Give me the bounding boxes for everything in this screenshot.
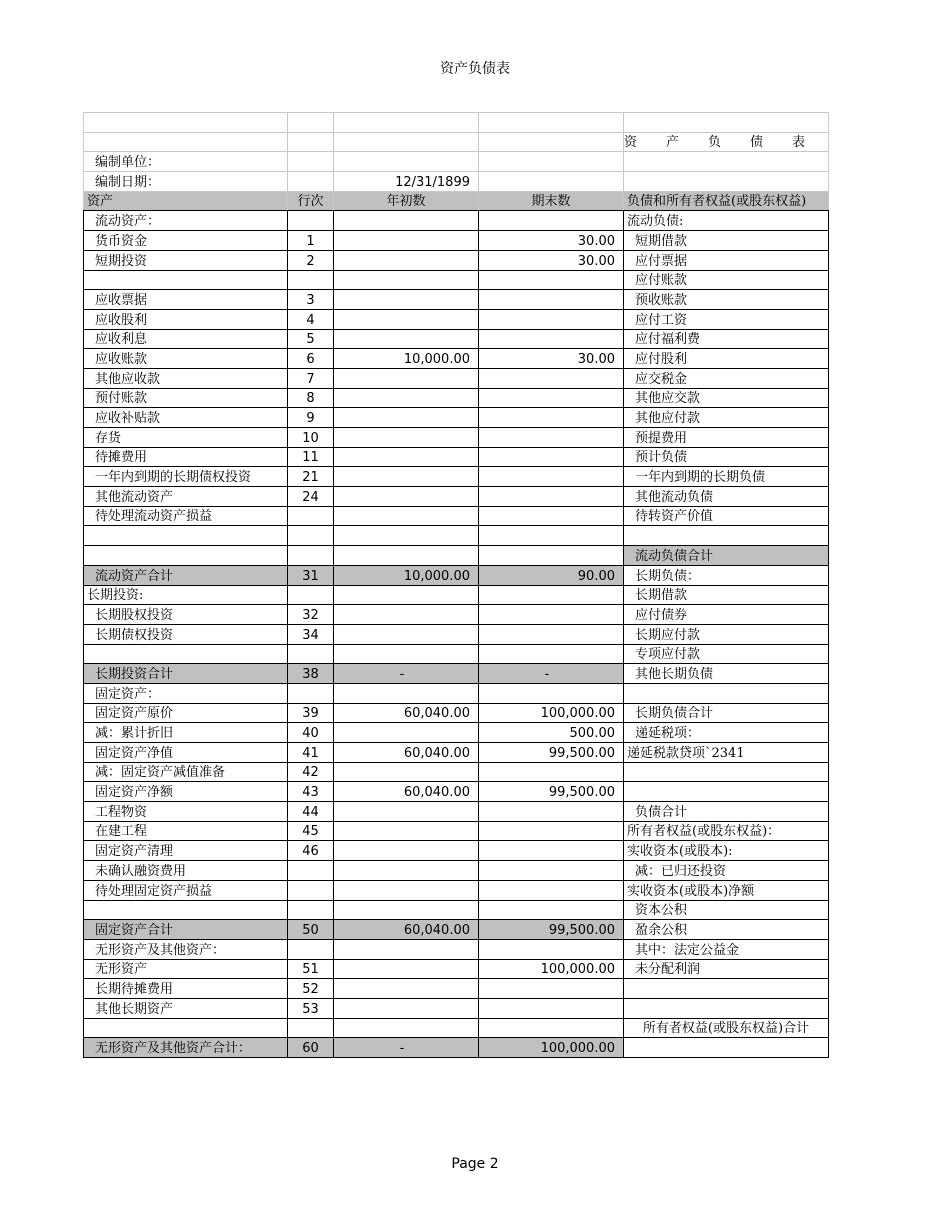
liability-cell[interactable]: 应付股利 <box>624 349 829 369</box>
line-no-cell[interactable]: 4 <box>288 309 334 329</box>
begin-cell[interactable] <box>334 526 479 546</box>
end-cell[interactable] <box>479 939 624 959</box>
col-end[interactable]: 期末数 <box>479 191 624 211</box>
end-cell[interactable]: 30.00 <box>479 349 624 369</box>
asset-cell[interactable]: 固定资产净值 <box>84 743 288 763</box>
liability-cell[interactable]: 减：已归还投资 <box>624 861 829 881</box>
asset-cell[interactable]: 减：累计折旧 <box>84 723 288 743</box>
asset-cell[interactable]: 预付账款 <box>84 388 288 408</box>
end-cell[interactable] <box>479 998 624 1018</box>
table-row <box>84 900 829 920</box>
table-row <box>84 821 829 841</box>
table-row <box>84 998 829 1018</box>
line-no-cell[interactable]: 3 <box>288 290 334 310</box>
table-row <box>84 309 829 329</box>
line-no-cell[interactable]: 41 <box>288 743 334 763</box>
line-no-cell[interactable] <box>288 644 334 664</box>
asset-cell[interactable]: 待处理流动资产损益 <box>84 506 288 526</box>
asset-cell[interactable]: 固定资产合计 <box>84 920 288 940</box>
begin-cell[interactable] <box>334 388 479 408</box>
end-cell[interactable] <box>479 605 624 625</box>
asset-cell[interactable]: 工程物资 <box>84 802 288 822</box>
begin-cell[interactable] <box>334 270 479 290</box>
table-row <box>84 270 829 290</box>
table-row <box>84 743 829 763</box>
line-no-cell[interactable]: 42 <box>288 762 334 782</box>
begin-cell[interactable] <box>334 329 479 349</box>
liability-cell[interactable] <box>624 782 829 802</box>
table-row <box>84 211 829 231</box>
table-row <box>84 861 829 881</box>
asset-cell[interactable]: 其他流动资产 <box>84 487 288 507</box>
begin-cell[interactable] <box>334 211 479 231</box>
line-no-cell[interactable]: 38 <box>288 664 334 684</box>
table-row <box>84 408 829 428</box>
table-row <box>84 506 829 526</box>
line-no-cell[interactable]: 53 <box>288 998 334 1018</box>
table-row <box>84 703 829 723</box>
end-cell[interactable] <box>479 329 624 349</box>
table-row <box>84 565 829 585</box>
asset-cell[interactable]: 流动资产： <box>84 211 288 231</box>
liability-cell[interactable]: 长期借款 <box>624 585 829 605</box>
end-cell[interactable] <box>479 802 624 822</box>
line-no-cell[interactable]: 8 <box>288 388 334 408</box>
liability-cell[interactable] <box>624 762 829 782</box>
begin-cell[interactable] <box>334 605 479 625</box>
line-no-cell[interactable]: 7 <box>288 368 334 388</box>
intangible-total-row <box>84 1038 829 1058</box>
asset-cell[interactable]: 长期债权投资 <box>84 624 288 644</box>
table-row <box>84 959 829 979</box>
end-cell[interactable]: 100,000.00 <box>479 959 624 979</box>
equity-total-row <box>84 1018 829 1038</box>
table-row <box>84 979 829 999</box>
begin-cell[interactable]: - <box>334 664 479 684</box>
end-cell[interactable] <box>479 506 624 526</box>
end-cell[interactable] <box>479 447 624 467</box>
table-row <box>84 467 829 487</box>
col-begin[interactable]: 年初数 <box>334 191 479 211</box>
line-no-cell[interactable]: 6 <box>288 349 334 369</box>
sheet-title[interactable]: 资 产 负 债 表 <box>624 132 829 152</box>
begin-cell[interactable] <box>334 487 479 507</box>
line-no-cell[interactable]: 51 <box>288 959 334 979</box>
asset-cell[interactable]: 其他应收款 <box>84 368 288 388</box>
line-no-cell[interactable]: 1 <box>288 231 334 251</box>
line-no-cell[interactable]: 40 <box>288 723 334 743</box>
begin-cell[interactable] <box>334 585 479 605</box>
end-cell[interactable] <box>479 546 624 566</box>
asset-cell[interactable]: 无形资产及其他资产： <box>84 939 288 959</box>
liability-cell[interactable]: 预收账款 <box>624 290 829 310</box>
liability-cell[interactable]: 流动负债: <box>624 211 829 231</box>
end-cell[interactable] <box>479 979 624 999</box>
asset-cell[interactable]: 固定资产： <box>84 683 288 703</box>
begin-cell[interactable] <box>334 979 479 999</box>
end-cell[interactable] <box>479 585 624 605</box>
end-cell[interactable] <box>479 683 624 703</box>
asset-cell[interactable] <box>84 546 288 566</box>
line-no-cell[interactable] <box>288 270 334 290</box>
asset-cell[interactable]: 固定资产原价 <box>84 703 288 723</box>
liability-cell[interactable]: 应交税金 <box>624 368 829 388</box>
table-row <box>84 428 829 448</box>
begin-cell[interactable] <box>334 880 479 900</box>
asset-cell[interactable]: 应收利息 <box>84 329 288 349</box>
sheet-title-row <box>84 132 829 152</box>
end-cell[interactable]: 99,500.00 <box>479 782 624 802</box>
begin-cell[interactable]: 60,040.00 <box>334 782 479 802</box>
table-row <box>84 447 829 467</box>
begin-cell[interactable] <box>334 447 479 467</box>
end-cell[interactable] <box>479 861 624 881</box>
table-row <box>84 487 829 507</box>
asset-cell[interactable]: 在建工程 <box>84 821 288 841</box>
begin-cell[interactable] <box>334 624 479 644</box>
end-cell[interactable]: 99,500.00 <box>479 920 624 940</box>
line-no-cell[interactable]: 21 <box>288 467 334 487</box>
begin-cell[interactable] <box>334 309 479 329</box>
liability-cell[interactable] <box>624 683 829 703</box>
liability-cell[interactable]: 短期借款 <box>624 231 829 251</box>
begin-cell[interactable]: 10,000.00 <box>334 565 479 585</box>
begin-cell[interactable] <box>334 231 479 251</box>
line-no-cell[interactable]: 2 <box>288 250 334 270</box>
line-no-cell[interactable] <box>288 585 334 605</box>
line-no-cell[interactable] <box>288 546 334 566</box>
end-cell[interactable] <box>479 526 624 546</box>
liability-cell[interactable]: 应付票据 <box>624 250 829 270</box>
begin-cell[interactable]: 10,000.00 <box>334 349 479 369</box>
liability-cell[interactable]: 预计负债 <box>624 447 829 467</box>
asset-cell[interactable] <box>84 526 288 546</box>
liability-cell[interactable]: 盈余公积 <box>624 920 829 940</box>
table-row <box>84 605 829 625</box>
line-no-cell[interactable]: 44 <box>288 802 334 822</box>
table-row <box>84 585 829 605</box>
end-cell[interactable] <box>479 487 624 507</box>
line-no-cell[interactable]: 52 <box>288 979 334 999</box>
line-no-cell[interactable] <box>288 506 334 526</box>
end-cell[interactable] <box>479 762 624 782</box>
begin-cell[interactable] <box>334 428 479 448</box>
line-no-cell[interactable]: 45 <box>288 821 334 841</box>
asset-cell[interactable]: 货币资金 <box>84 231 288 251</box>
begin-cell[interactable] <box>334 723 479 743</box>
table-row <box>84 624 829 644</box>
col-liability[interactable]: 负债和所有者权益(或股东权益) <box>624 191 829 211</box>
asset-cell[interactable]: 存货 <box>84 428 288 448</box>
table-row <box>84 939 829 959</box>
line-no-cell[interactable] <box>288 900 334 920</box>
liability-cell[interactable]: 长期应付款 <box>624 624 829 644</box>
liability-cell[interactable]: 未分配利润 <box>624 959 829 979</box>
liability-cell[interactable]: 递延税项： <box>624 723 829 743</box>
asset-cell[interactable]: 长期投资合计 <box>84 664 288 684</box>
liability-cell[interactable]: 应付福利费 <box>624 329 829 349</box>
begin-cell[interactable] <box>334 959 479 979</box>
date-row <box>84 172 829 192</box>
liability-cell[interactable]: 所有者权益(或股东权益)： <box>624 821 829 841</box>
begin-cell[interactable] <box>334 506 479 526</box>
liability-cell[interactable]: 一年内到期的长期负债 <box>624 467 829 487</box>
asset-cell[interactable]: 待摊费用 <box>84 447 288 467</box>
asset-cell[interactable]: 未确认融资费用 <box>84 861 288 881</box>
line-no-cell[interactable] <box>288 880 334 900</box>
liability-cell[interactable] <box>624 979 829 999</box>
table-row <box>84 782 829 802</box>
end-cell[interactable]: 100,000.00 <box>479 703 624 723</box>
table-row <box>84 802 829 822</box>
liability-cell[interactable]: 预提费用 <box>624 428 829 448</box>
end-cell[interactable] <box>479 309 624 329</box>
date-label[interactable]: 编制日期： <box>84 172 288 192</box>
line-no-cell[interactable]: 39 <box>288 703 334 723</box>
end-cell[interactable]: - <box>479 664 624 684</box>
table-row <box>84 368 829 388</box>
table-row <box>84 250 829 270</box>
line-no-cell[interactable] <box>288 861 334 881</box>
table-row <box>84 920 829 940</box>
asset-cell[interactable]: 长期股权投资 <box>84 605 288 625</box>
begin-cell[interactable] <box>334 644 479 664</box>
liability-cell[interactable] <box>624 526 829 546</box>
line-no-cell[interactable]: 34 <box>288 624 334 644</box>
line-no-cell[interactable]: 32 <box>288 605 334 625</box>
line-no-cell[interactable]: 43 <box>288 782 334 802</box>
page-footer: Page 2 <box>451 1156 499 1172</box>
begin-cell[interactable] <box>334 939 479 959</box>
intangible-total-label[interactable]: 无形资产及其他资产合计： <box>84 1038 288 1058</box>
asset-cell[interactable]: 流动资产合计 <box>84 565 288 585</box>
asset-cell[interactable] <box>84 270 288 290</box>
begin-cell[interactable] <box>334 802 479 822</box>
liability-cell[interactable]: 实收资本(或股本)净额 <box>624 880 829 900</box>
liability-cell[interactable]: 其他应付款 <box>624 408 829 428</box>
table-row <box>84 841 829 861</box>
table-row <box>84 388 829 408</box>
table-row <box>84 231 829 251</box>
intangible-total-line[interactable]: 60 <box>288 1038 334 1058</box>
end-cell[interactable] <box>479 841 624 861</box>
table-row <box>84 644 829 664</box>
end-cell[interactable]: 30.00 <box>479 250 624 270</box>
asset-cell[interactable] <box>84 900 288 920</box>
end-cell[interactable] <box>479 388 624 408</box>
asset-cell[interactable]: 应收补贴款 <box>84 408 288 428</box>
end-cell[interactable] <box>479 467 624 487</box>
end-cell[interactable] <box>479 900 624 920</box>
table-row <box>84 290 829 310</box>
begin-cell[interactable] <box>334 900 479 920</box>
asset-cell[interactable]: 长期待摊费用 <box>84 979 288 999</box>
asset-cell[interactable]: 待处理固定资产损益 <box>84 880 288 900</box>
asset-cell[interactable]: 其他长期资产 <box>84 998 288 1018</box>
blank-row <box>84 113 829 133</box>
begin-cell[interactable] <box>334 467 479 487</box>
begin-cell[interactable]: 60,040.00 <box>334 743 479 763</box>
begin-cell[interactable] <box>334 250 479 270</box>
line-no-cell[interactable]: 46 <box>288 841 334 861</box>
table-row <box>84 546 829 566</box>
liability-cell[interactable]: 应付工资 <box>624 309 829 329</box>
page-header-title: 资产负债表 <box>440 61 510 77</box>
balance-sheet-table <box>83 112 829 1058</box>
begin-cell[interactable] <box>334 683 479 703</box>
asset-cell[interactable] <box>84 644 288 664</box>
asset-cell[interactable]: 短期投资 <box>84 250 288 270</box>
end-cell[interactable] <box>479 408 624 428</box>
end-cell[interactable] <box>479 821 624 841</box>
begin-cell[interactable] <box>334 861 479 881</box>
liability-cell[interactable]: 长期负债： <box>624 565 829 585</box>
line-no-cell[interactable] <box>288 939 334 959</box>
line-no-cell[interactable]: 11 <box>288 447 334 467</box>
liability-cell[interactable]: 实收资本(或股本): <box>624 841 829 861</box>
liability-cell[interactable]: 其他流动负债 <box>624 487 829 507</box>
begin-cell[interactable] <box>334 762 479 782</box>
end-cell[interactable] <box>479 270 624 290</box>
begin-cell[interactable] <box>334 368 479 388</box>
end-cell[interactable] <box>479 211 624 231</box>
intangible-total-end[interactable]: 100,000.00 <box>479 1038 624 1058</box>
table-row <box>84 526 829 546</box>
line-no-cell[interactable] <box>288 211 334 231</box>
begin-cell[interactable] <box>334 408 479 428</box>
liability-cell[interactable]: 资本公积 <box>624 900 829 920</box>
begin-cell[interactable] <box>334 290 479 310</box>
end-cell[interactable]: 500.00 <box>479 723 624 743</box>
liability-cell[interactable]: 专项应付款 <box>624 644 829 664</box>
col-asset[interactable]: 资产 <box>84 191 288 211</box>
liability-cell[interactable]: 其中：法定公益金 <box>624 939 829 959</box>
asset-cell[interactable]: 固定资产清理 <box>84 841 288 861</box>
begin-cell[interactable] <box>334 821 479 841</box>
table-row <box>84 349 829 369</box>
liability-cell[interactable]: 其他应交款 <box>624 388 829 408</box>
asset-cell[interactable]: 长期投资: <box>84 585 288 605</box>
end-cell[interactable] <box>479 428 624 448</box>
table-row <box>84 664 829 684</box>
liability-cell[interactable] <box>624 998 829 1018</box>
begin-cell[interactable] <box>334 841 479 861</box>
line-no-cell[interactable]: 9 <box>288 408 334 428</box>
line-no-cell[interactable] <box>288 526 334 546</box>
table-row <box>84 329 829 349</box>
liability-cell[interactable]: 应付债券 <box>624 605 829 625</box>
asset-cell[interactable]: 固定资产净额 <box>84 782 288 802</box>
liability-cell[interactable]: 递延税款贷项`2341 <box>624 743 829 763</box>
liability-cell[interactable]: 流动负债合计 <box>624 546 829 566</box>
asset-cell[interactable]: 应收票据 <box>84 290 288 310</box>
liability-cell[interactable]: 其他长期负债 <box>624 664 829 684</box>
line-no-cell[interactable] <box>288 683 334 703</box>
unit-row <box>84 152 829 172</box>
table-row <box>84 762 829 782</box>
begin-cell[interactable] <box>334 546 479 566</box>
begin-cell[interactable]: 60,040.00 <box>334 920 479 940</box>
asset-cell[interactable]: 无形资产 <box>84 959 288 979</box>
table-row <box>84 723 829 743</box>
end-cell[interactable] <box>479 290 624 310</box>
end-cell[interactable] <box>479 368 624 388</box>
line-no-cell[interactable]: 31 <box>288 565 334 585</box>
line-no-cell[interactable]: 10 <box>288 428 334 448</box>
line-no-cell[interactable]: 5 <box>288 329 334 349</box>
table-row <box>84 683 829 703</box>
unit-label[interactable]: 编制单位： <box>84 152 288 172</box>
liability-cell[interactable]: 长期负债合计 <box>624 703 829 723</box>
line-no-cell[interactable]: 24 <box>288 487 334 507</box>
date-value[interactable]: 12/31/1899 <box>334 172 479 192</box>
liability-cell[interactable]: 负债合计 <box>624 802 829 822</box>
end-cell[interactable]: 30.00 <box>479 231 624 251</box>
begin-cell[interactable]: 60,040.00 <box>334 703 479 723</box>
end-cell[interactable]: 90.00 <box>479 565 624 585</box>
liability-cell[interactable]: 待转资产价值 <box>624 506 829 526</box>
liability-cell[interactable]: 应付账款 <box>624 270 829 290</box>
asset-cell[interactable]: 应收股利 <box>84 309 288 329</box>
end-cell[interactable] <box>479 644 624 664</box>
table-row <box>84 880 829 900</box>
asset-cell[interactable]: 应收账款 <box>84 349 288 369</box>
line-no-cell[interactable]: 50 <box>288 920 334 940</box>
begin-cell[interactable] <box>334 998 479 1018</box>
equity-total-label[interactable]: 所有者权益(或股东权益)合计 <box>624 1018 829 1038</box>
intangible-total-begin[interactable]: - <box>334 1038 479 1058</box>
asset-cell[interactable]: 一年内到期的长期债权投资 <box>84 467 288 487</box>
end-cell[interactable] <box>479 880 624 900</box>
column-header-row <box>84 191 829 211</box>
asset-cell[interactable]: 减：固定资产减值准备 <box>84 762 288 782</box>
end-cell[interactable]: 99,500.00 <box>479 743 624 763</box>
end-cell[interactable] <box>479 624 624 644</box>
col-line-no[interactable]: 行次 <box>288 191 334 211</box>
